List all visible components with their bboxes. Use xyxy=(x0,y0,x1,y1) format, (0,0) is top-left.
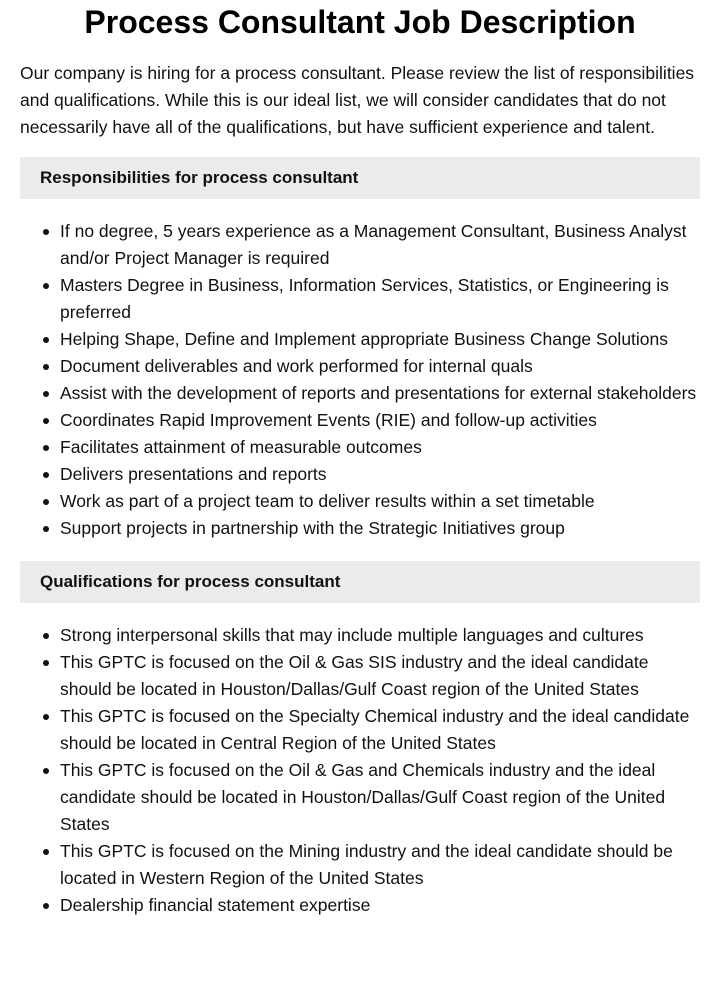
page-title: Process Consultant Job Description xyxy=(84,4,636,40)
list-item: Facilitates attainment of measurable outcomes xyxy=(60,434,700,461)
responsibilities-list xyxy=(20,218,700,542)
list-item: Strong interpersonal skills that may include multiple languages and cultures xyxy=(60,622,700,649)
list-item: Support projects in partnership with the Strategic Initiatives group xyxy=(60,515,700,542)
list-item: This GPTC is focused on the Mining industry and the ideal candidate should be located in Western Region of the United States xyxy=(60,838,700,892)
list-item: Coordinates Rapid Improvement Events (RIE) and follow-up activities xyxy=(60,407,700,434)
list-item: Dealership financial statement expertise xyxy=(60,892,700,919)
list-item: This GPTC is focused on the Specialty Chemical industry and the ideal candidate should be located in Central Region of the United States xyxy=(60,703,700,757)
list-item: Delivers presentations and reports xyxy=(60,461,700,488)
list-item: This GPTC is focused on the Oil & Gas and Chemicals industry and the ideal candidate should be located in Houston/Dallas/Gulf Coast region of the United States xyxy=(60,757,700,838)
list-item: Document deliverables and work performed for internal quals xyxy=(60,353,700,380)
list-item: Masters Degree in Business, Information Services, Statistics, or Engineering is preferred xyxy=(60,272,700,326)
list-item: Helping Shape, Define and Implement appropriate Business Change Solutions xyxy=(60,326,700,353)
list-item: This GPTC is focused on the Oil & Gas SIS industry and the ideal candidate should be located in Houston/Dallas/Gulf Coast region of the United States xyxy=(60,649,700,703)
intro-paragraph: Our company is hiring for a process consultant. Please review the list of responsibilities and qualifications. While this is our ideal list, we will consider candidates that do not necessarily have all of the qualifications, but have sufficient experience and talent. xyxy=(20,63,695,137)
list-item: Work as part of a project team to deliver results within a set timetable xyxy=(60,488,700,515)
qualifications-list xyxy=(20,622,700,919)
qualifications-heading: Qualifications for process consultant xyxy=(20,561,700,603)
responsibilities-heading: Responsibilities for process consultant xyxy=(20,157,700,199)
list-item: Assist with the development of reports and presentations for external stakeholders xyxy=(60,380,700,407)
list-item: If no degree, 5 years experience as a Management Consultant, Business Analyst and/or Project Manager is required xyxy=(60,218,700,272)
